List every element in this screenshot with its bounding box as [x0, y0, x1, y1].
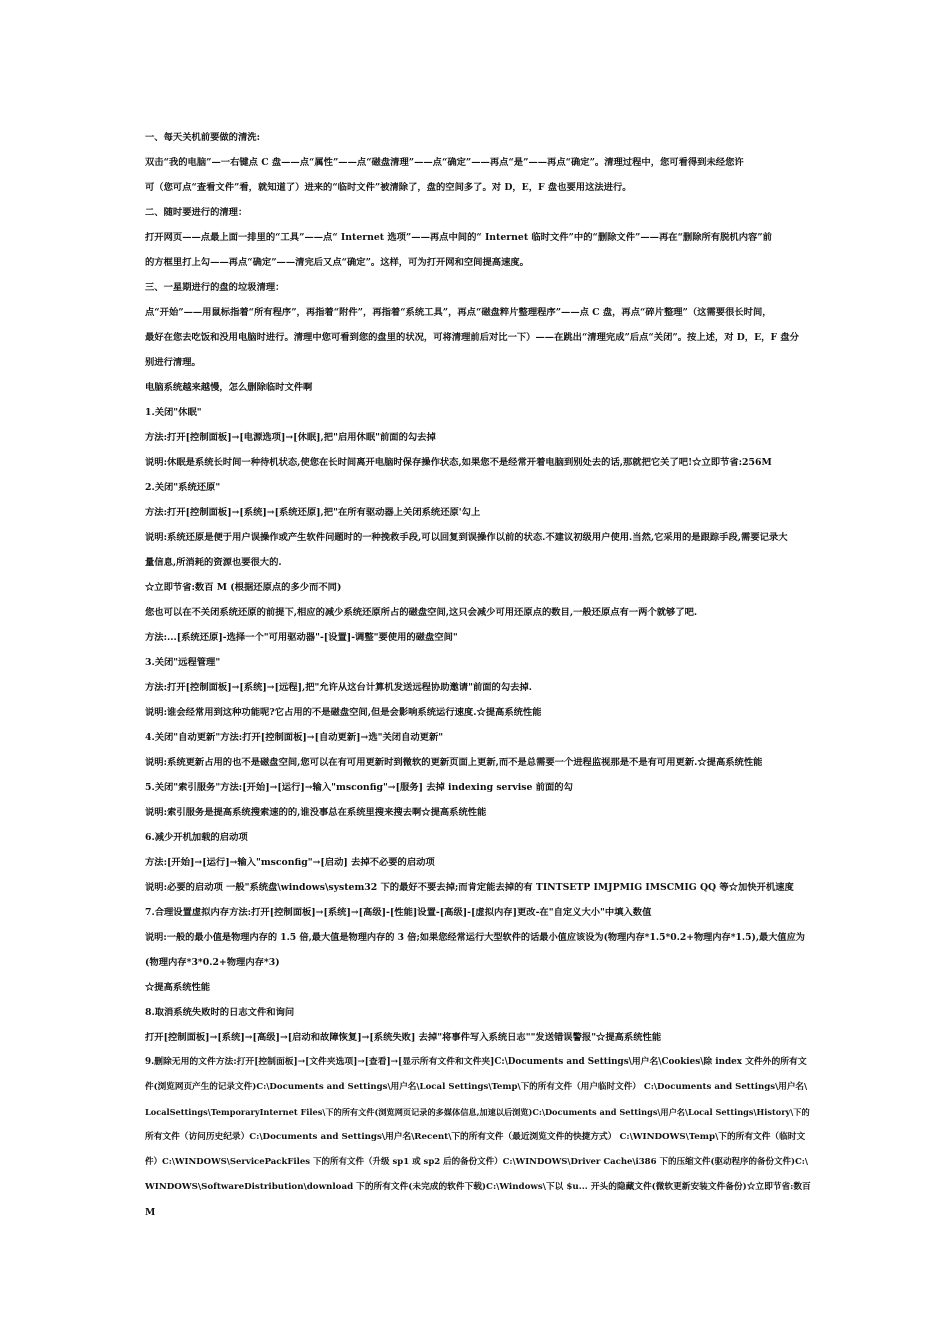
method-line: 方法:[开始]→[运行]→输入"msconfig"→[启动] 去掉不必要的启动项 [145, 857, 435, 868]
paragraph-line: 可（您可点“查看文件”看，就知道了）进来的“临时文件”被清除了，盘的空间多了。对 D，E，F 盘也要用这法进行。 [145, 182, 632, 193]
paragraph-line: 打开网页——点最上面一排里的“工具”——点“ Internet 选项”——再点中间的“ Internet 临时文件”中的“删除文件”——再在“删除所有脱机内容”前 [145, 232, 772, 243]
item-heading: 2.关闭"系统还原" [145, 482, 221, 493]
method-line: 方法:...[系统还原]-选择一个"可用驱动器"-[设置]-调整"要使用的磁盘空间" [145, 632, 458, 643]
explanation-line: 说明:一般的最小值是物理内存的 1.5 倍,最大值是物理内存的 3 倍;如果您经常运行大型软件的话最小值应该设为(物理内存*1.5*0.2+物理内存*1.5),最大值应为 [145, 932, 805, 943]
explanation-line: 说明:谁会经常用到这种功能呢?它占用的不是磁盘空间,但是会影响系统运行速度.☆提高系统性能 [145, 707, 542, 718]
section-heading-weekly-cleanup: 三、一星期进行的盘的垃圾清理： [145, 282, 285, 293]
item-heading: 7.合理设置虚拟内存方法:打开[控制面板]→[系统]→[高级]-[性能]设置-[高级]-[虚拟内存]更改-在"自定义大小"中填入数值 [145, 907, 652, 918]
paragraph-line: 的方框里打上勾——再点“确定”——清完后又点“确定”。这样，可为打开网和空间提高速度。 [145, 257, 529, 268]
paragraph-line: 点“开始”——用鼠标指着“所有程序”，再指着“附件”，再指着“系统工具”，再点“磁盘粹片整理程序”——点 C 盘，再点“碎片整理”（这需要很长时间， [145, 307, 772, 318]
section-heading-temp-files: 电脑系统越来越慢，怎么删除临时文件啊 [145, 382, 313, 393]
item-heading: 5.关闭"索引服务"方法:[开始]→[运行]→输入"msconfig"→[服务] 去掉 indexing servise 前面的勾 [145, 782, 573, 793]
explanation-line: (物理内存*3*0.2+物理内存*3) [145, 957, 280, 968]
paragraph-line: WINDOWS\SoftwareDistribution\download 下的所有文件(未完成的软件下载)C:\Windows\下以 $u... 开头的隐藏文件(微软更新安装文件备份)☆立即节省:数百 [145, 1182, 811, 1192]
method-line: 打开[控制面板]→[系统]→[高级]→[启动和故障恢复]→[系统失败] 去掉"将事件写入系统日志""发送错误警报"☆提高系统性能 [145, 1032, 662, 1043]
paragraph-line: 别进行清理。 [145, 357, 201, 368]
item-heading: 1.关闭"休眠" [145, 407, 202, 418]
explanation-line: 说明:必要的启动项 一般"系统盘\windows\system32 下的最好不要去掉;而肯定能去掉的有 TINTSETP IMJPMIG IMSCMIG QQ 等☆加快开机速度 [145, 882, 794, 893]
method-line: 方法:打开[控制面板]→[系统]→[系统还原],把"在所有驱动器上关闭系统还原'勾上 [145, 507, 481, 518]
explanation-line: 说明:休眠是系统长时间一种待机状态,使您在长时间离开电脑时保存操作状态,如果您不是经常开着电脑到别处去的话,那就把它关了吧!☆立即节省:256M [145, 457, 772, 468]
explanation-line: 说明:索引服务是提高系统搜索速的的,谁没事总在系统里搜来搜去啊☆提高系统性能 [145, 807, 487, 818]
paragraph-line: 最好在您去吃饭和没用电脑时进行。清理中您可看到您的盘里的状况，可将清理前后对比一下）——在跳出“清理完成”后点“关闭”。按上述，对 D，E，F 盘分 [145, 332, 799, 343]
explanation-line: 量信息,所消耗的资源也要很大的. [145, 557, 282, 568]
item-heading: 8.取消系统失败时的日志文件和询问 [145, 1007, 295, 1018]
method-line: 方法:打开[控制面板]→[电源选项]→[休眠],把"启用休眠"前面的勾去掉 [145, 432, 436, 443]
item-heading: 4.关闭"自动更新"方法:打开[控制面板]→[自动更新]→选"关闭自动更新" [145, 732, 444, 743]
explanation-line: 说明:系统还原是便于用户误操作或产生软件问题时的一种挽救手段,可以回复到误操作以前的状态.不建议初级用户使用.当然,它采用的是跟踪手段,需要记录大 [145, 532, 788, 543]
item-heading: 9.删除无用的文件方法:打开[控制面板]→[文件夹选项]→[查看]→[显示所有文件和文件夹]C:\Documents and Settings\用户名\Cookies\除 index 文件外的所有文 [145, 1057, 807, 1067]
paragraph-line: 件）C:\WINDOWS\ServicePackFiles 下的所有文件（升级 sp1 或 sp2 后的备份文件）C:\WINDOWS\Driver Cache\i386 下的压缩文件(驱动程序的备份文件)C:\ [145, 1157, 808, 1167]
item-heading: 6.减少开机加载的启动项 [145, 832, 248, 843]
savings-line: ☆提高系统性能 [145, 982, 211, 993]
paragraph-line: 件(浏览网页产生的记录文件)C:\Documents and Settings\用户名\Local Settings\Temp\下的所有文件（用户临时文件） C:\Documents and Settings\用户名\ [145, 1082, 808, 1092]
explanation-line: 说明:系统更新占用的也不是磁盘空间,您可以在有可用更新时到微软的更新页面上更新,而不是总需要一个进程监视那是不是有可用更新.☆提高系统性能 [145, 757, 763, 768]
section-heading-daily-cleanup: 一、每天关机前要做的清洗: [145, 132, 260, 143]
paragraph-line: 双击“我的电脑”—一右键点 C 盘——点“属性”——点“磁盘清理”——点“确定”——再点“是”——再点“确定”。清理过程中，您可看得到未经您许 [145, 157, 744, 168]
paragraph-line: 所有文件（访问历史纪录）C:\Documents and Settings\用户名\Recent\下的所有文件（最近浏览文件的快捷方式） C:\WINDOWS\Temp\下的所有文件（临时文 [145, 1132, 806, 1142]
paragraph-line: 您也可以在不关闭系统还原的前提下,相应的减少系统还原所占的磁盘空间,这只会减少可用还原点的数目,一般还原点有一两个就够了吧. [145, 607, 698, 618]
method-line: 方法:打开[控制面板]→[系统]→[远程],把"允许从这台计算机发送远程协助邀请"前面的勾去掉. [145, 682, 532, 693]
paragraph-line: LocalSettings\TemporaryInternet Files\下的所有文件(浏览网页记录的多媒体信息,加速以后浏览)C:\Documents and Settings\用户名\Local Settings\History\下的 [145, 1107, 810, 1117]
section-heading-anytime-cleanup: 二、随时要进行的清理： [145, 207, 248, 218]
item-heading: 3.关闭"远程管理" [145, 657, 221, 668]
savings-line: ☆立即节省:数百 M (根据还原点的多少而不同) [145, 582, 342, 593]
paragraph-line: M [145, 1207, 156, 1218]
